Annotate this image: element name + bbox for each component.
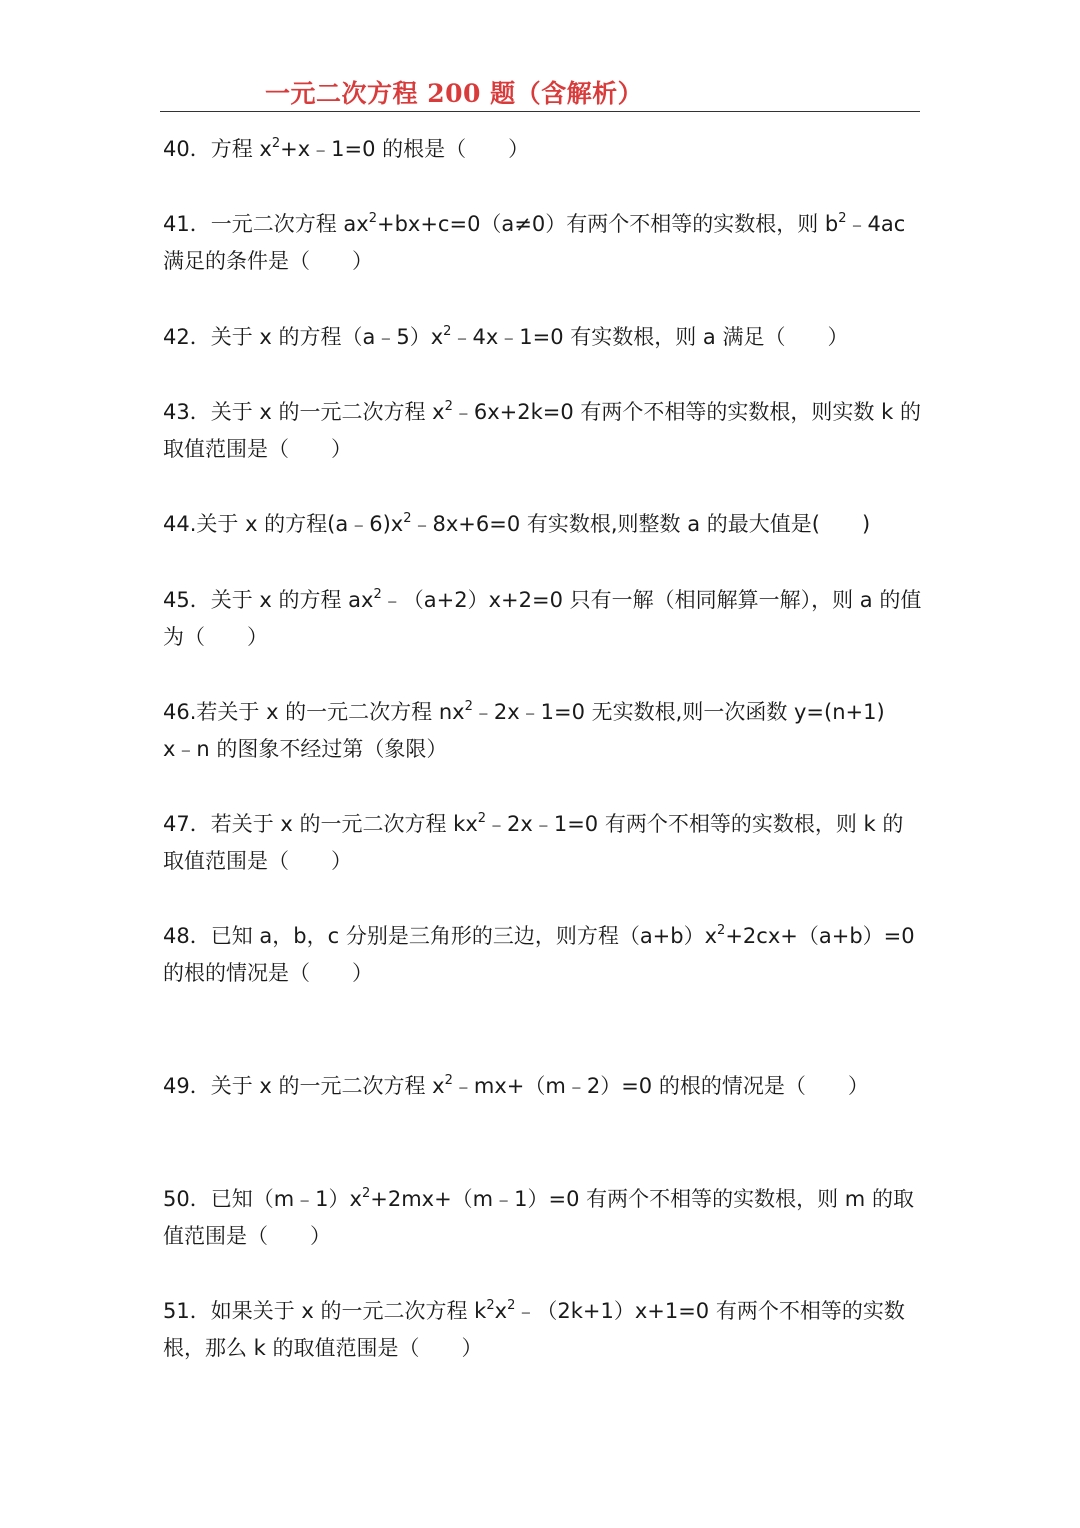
question-line [163, 806, 923, 843]
question-44 [163, 506, 923, 543]
question-41 [163, 206, 923, 280]
question-text: 40．方程 x [163, 137, 272, 161]
question-text: 的根的情况是（ ） [163, 961, 373, 985]
question-text: +2cx+（a+b）=0 [725, 924, 915, 948]
question-line [163, 431, 923, 468]
question-line [163, 918, 923, 955]
exponent: 2 [271, 136, 281, 151]
question-text: 取值范围是（ ） [163, 849, 352, 873]
question-text: ﹣mx+（m﹣2）=0 的根的情况是（ ） [452, 1074, 869, 1098]
exponent: 2 [477, 811, 487, 826]
question-43 [163, 394, 923, 468]
question-51 [163, 1293, 923, 1367]
question-48 [163, 918, 923, 992]
question-40 [163, 131, 923, 168]
question-line [163, 1068, 923, 1105]
question-46 [163, 694, 923, 768]
question-text: 51．如果关于 x 的一元二次方程 k [163, 1299, 487, 1323]
question-text: ﹣（a+2）x+2=0 只有一解（相同解算一解），则 a 的值 [381, 588, 922, 612]
question-line [163, 582, 923, 619]
question-text: 46.若关于 x 的一元二次方程 nx [163, 700, 465, 724]
question-text: ﹣8x+6=0 有实数根,则整数 a 的最大值是( ) [411, 512, 871, 536]
exponent: 2 [507, 1298, 516, 1313]
question-text: 取值范围是（ ） [163, 437, 352, 461]
question-text: 值范围是（ ） [163, 1224, 331, 1248]
question-text: 43．关于 x 的一元二次方程 x [163, 400, 445, 424]
question-line [163, 131, 923, 168]
question-line [163, 1181, 923, 1218]
question-text: 42．关于 x 的方程（a﹣5）x [163, 325, 444, 349]
question-text: 满足的条件是（ ） [163, 249, 373, 273]
question-text: 48．已知 a，b，c 分别是三角形的三边，则方程（a+b）x [163, 924, 718, 948]
exponent: 2 [444, 1073, 453, 1088]
exponent: 2 [486, 1298, 495, 1313]
exponent: 2 [403, 511, 412, 526]
question-text: ﹣6x+2k=0 有两个不相等的实数根，则实数 k 的 [452, 400, 921, 424]
question-text: 47．若关于 x 的一元二次方程 kx [163, 812, 478, 836]
exponent: 2 [443, 324, 452, 339]
question-line [163, 319, 923, 356]
question-line [163, 1218, 923, 1255]
question-45 [163, 582, 923, 656]
question-49 [163, 1068, 923, 1105]
exponent: 2 [464, 699, 473, 714]
question-text: ﹣2x﹣1=0 无实数根,则一次函数 y=(n+1) [472, 700, 885, 724]
question-line [163, 1330, 923, 1367]
question-text: +bx+c=0（a≠0）有两个不相等的实数根，则 b [376, 212, 839, 236]
question-text: 44.关于 x 的方程(a﹣6)x [163, 512, 404, 536]
exponent: 2 [838, 211, 847, 226]
question-text: x﹣n 的图象不经过第（象限） [163, 737, 448, 761]
exponent: 2 [373, 587, 382, 602]
question-text: ﹣2x﹣1=0 有两个不相等的实数根，则 k 的 [486, 812, 904, 836]
question-line [163, 619, 923, 656]
question-text: 49．关于 x 的一元二次方程 x [163, 1074, 445, 1098]
question-line [163, 694, 923, 731]
exponent: 2 [361, 1186, 371, 1201]
exponent: 2 [444, 399, 453, 414]
question-text: 45．关于 x 的方程 ax [163, 588, 374, 612]
header-divider [160, 111, 920, 112]
question-line [163, 243, 923, 280]
question-text: ﹣4x﹣1=0 有实数根，则 a 满足（ ） [451, 325, 849, 349]
question-text: +x﹣1=0 的根是（ ） [280, 137, 530, 161]
question-42 [163, 319, 923, 356]
question-line [163, 206, 923, 243]
question-text: ﹣（2k+1）x+1=0 有两个不相等的实数 [515, 1299, 905, 1323]
question-text: +2mx+（m﹣1）=0 有两个不相等的实数根，则 m 的取 [370, 1187, 914, 1211]
question-line [163, 394, 923, 431]
question-line [163, 506, 923, 543]
question-text: 50．已知（m﹣1）x [163, 1187, 362, 1211]
question-text: 根，那么 k 的取值范围是（ ） [163, 1336, 483, 1360]
question-line [163, 955, 923, 992]
question-text: x [494, 1299, 508, 1323]
exponent: 2 [368, 211, 377, 226]
page-title: 一元二次方程 200 题（含解析） [265, 79, 644, 108]
question-text: ﹣4ac [846, 212, 906, 236]
question-47 [163, 806, 923, 880]
question-line [163, 843, 923, 880]
question-50 [163, 1181, 923, 1255]
question-line [163, 1293, 923, 1330]
question-text: 为（ ） [163, 625, 268, 649]
question-line [163, 731, 923, 768]
exponent: 2 [717, 923, 726, 938]
question-text: 41．一元二次方程 ax [163, 212, 369, 236]
